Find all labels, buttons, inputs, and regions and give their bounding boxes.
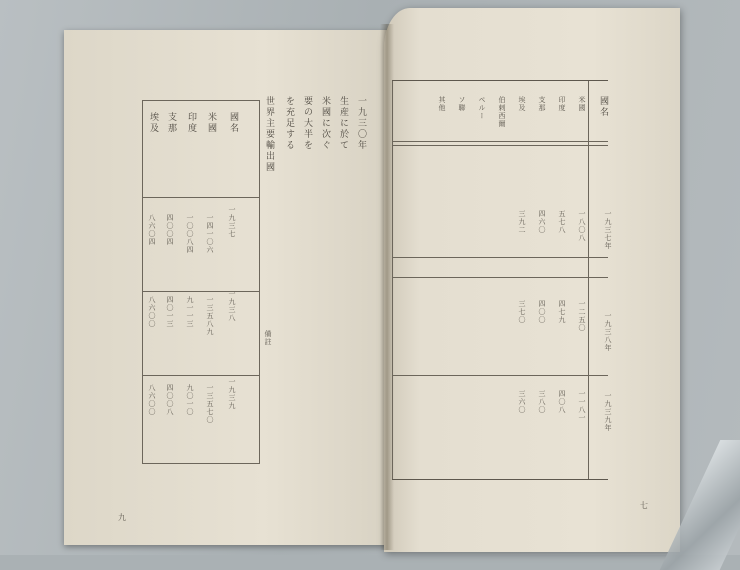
table-cell: 一三五八九: [206, 296, 214, 336]
row-label: ソ聯: [458, 96, 466, 112]
table-header-divider: [143, 197, 259, 198]
right-stats-table: [392, 80, 608, 480]
page-number: 九: [118, 513, 126, 522]
year-header: 一九三七年: [604, 210, 612, 250]
header-row-divider: [392, 145, 608, 146]
table-cell-country: 印度: [186, 112, 196, 134]
row-label: ペルー: [478, 96, 486, 120]
table-cell: 一四一〇六: [206, 214, 214, 254]
year-header: 一九三九年: [604, 392, 612, 432]
table-header-cell: 一九三八: [228, 290, 236, 322]
year-header: 一九三八年: [604, 312, 612, 352]
table-cell: 九一一三: [186, 296, 194, 328]
paragraph-line: 生産に於て: [338, 96, 348, 151]
table-cell: 三七〇: [518, 300, 526, 324]
table-cell: 一三五七〇: [206, 384, 214, 424]
paragraph-line: 一九三〇年: [356, 96, 366, 151]
row-label: 埃及: [518, 96, 526, 112]
header-row-divider: [392, 141, 608, 142]
paragraph-line: 要の大半を: [302, 96, 312, 151]
table-cell: 九〇一〇: [186, 384, 194, 416]
table-row-divider: [392, 257, 608, 258]
table-header-cell: 一九三七: [228, 206, 236, 238]
row-label: 支那: [538, 96, 546, 112]
table-cell: 四七九: [558, 300, 566, 324]
left-stats-table: [142, 100, 260, 464]
table-cell: 三九二: [518, 210, 526, 234]
table-header-cell: 國名: [228, 112, 238, 134]
table-cell: 五七八: [558, 210, 566, 234]
row-label: 印度: [558, 96, 566, 112]
row-label: 其他: [438, 96, 446, 112]
row-label: 米國: [578, 96, 586, 112]
table-row-divider: [143, 291, 259, 292]
paragraph-line: を充足する: [284, 96, 294, 151]
column-divider: [588, 81, 589, 479]
row-label: 伯刺西爾: [498, 96, 506, 128]
table-row-divider: [143, 375, 259, 376]
table-cell: 四〇〇八: [166, 384, 174, 416]
table-cell: 一八〇八: [578, 210, 586, 242]
table-title: 國名: [598, 96, 608, 118]
table-cell-country: 埃及: [148, 112, 158, 134]
table-cell: 四〇八: [558, 390, 566, 414]
table-header-cell: 一九三九: [228, 378, 236, 410]
table-cell: 四〇〇: [538, 300, 546, 324]
table-row-divider: [392, 375, 608, 376]
table-cell: 八六〇〇: [148, 384, 156, 416]
table-row-divider: [392, 277, 608, 278]
table-note: 備註: [264, 330, 272, 346]
table-cell: 八六〇四: [148, 214, 156, 246]
page-number: 七: [640, 501, 648, 510]
table-cell: 一〇〇八四: [186, 214, 194, 254]
table-cell: 一一八一: [578, 390, 586, 422]
column-divider: [392, 81, 393, 479]
table-cell: 八六〇〇: [148, 296, 156, 328]
paragraph-heading: 世界主要輸出國: [264, 96, 274, 173]
table-cell: 四六〇: [538, 210, 546, 234]
table-cell: 四〇〇四: [166, 214, 174, 246]
table-cell: 三八〇: [538, 390, 546, 414]
paragraph-line: 米國に次ぐ: [320, 96, 330, 151]
table-cell-country: 支那: [166, 112, 176, 134]
table-cell-country: 米國: [206, 112, 216, 134]
table-cell: 三六〇: [518, 390, 526, 414]
table-cell: 四〇一三: [166, 296, 174, 328]
table-cell: 一二五〇: [578, 300, 586, 332]
